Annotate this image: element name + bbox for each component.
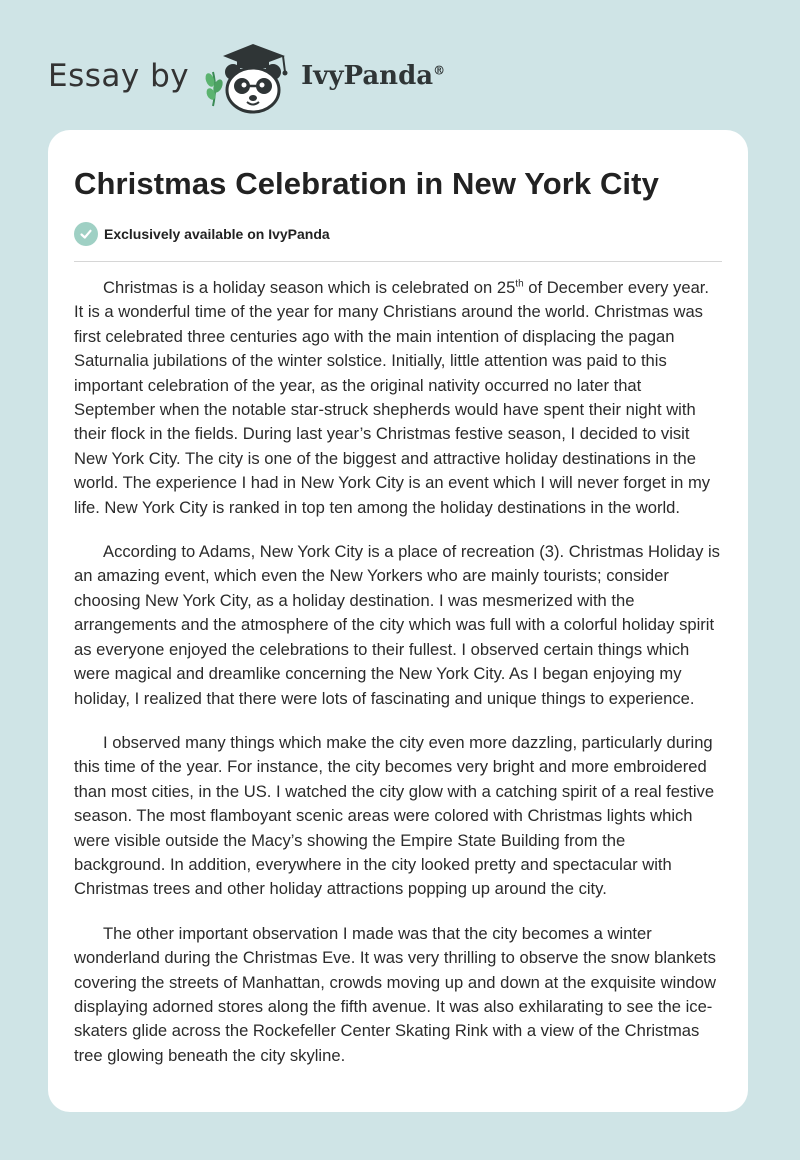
essay-body <box>74 276 720 1088</box>
panda-logo-icon[interactable] <box>203 36 295 116</box>
title-divider <box>74 261 722 262</box>
brand-text: IvyPanda <box>301 61 434 91</box>
exclusive-badge-label: Exclusively available on IvyPanda <box>104 226 330 242</box>
check-icon <box>74 222 98 246</box>
exclusive-badge <box>74 222 330 246</box>
paragraph-1-start: Christmas is a holiday season which is celebrated on 25 <box>103 278 516 297</box>
paragraph-1-rest: of December every year. It is a wonderful time of the year for many Christians around the world. Christmas was first celebrated three centuries ago with the main intention of displacing the pagan Saturnalia jubilations of the winter solstice. Initially, little attention was paid to this important celebration of the year, as the original nativity occurred no later that September when the notable star-struck shepherds would have spent their night with their flock in the fields. During last year’s Christmas festive season, I decided to visit New York City. The city is one of the biggest and attractive holiday destinations in the world. The experience I had in New York City is an event which I will never forget in my life. New York City is ranked in top ten among the holiday destinations in the world. <box>74 278 711 517</box>
essay-card <box>48 130 748 1112</box>
brand-name[interactable] <box>301 61 445 91</box>
ordinal-suffix: th <box>515 278 524 290</box>
paragraph-3: I observed many things which make the city even more dazzling, particularly during this time of the year. For instance, the city becomes very bright and more embroidered than most cities, in the US. I watched the city glow with a catching spirit of a real festive season. The most flamboyant scenic areas were colored with Christmas lights which were visible outside the Macy’s showing the Empire State Building from the background. In addition, everywhere in the city looked pretty and spectacular with Christmas trees and other holiday attractions popping up around the city. <box>74 732 715 899</box>
paragraph-1 <box>74 276 720 520</box>
essay-by-label: Essay by <box>48 58 190 94</box>
paragraph-2: According to Adams, New York City is a place of recreation (3). Christmas Holiday is an amazing event, which even the New Yorkers who are mainly tourists; consider choosing New York City, as a holiday destination. I was mesmerized with the arrangements and the atmosphere of the city which was full with a colorful holiday spirit as everyone enjoyed the celebrations to their fullest. I observed certain things which were magical and dreamlike concerning the New York City. As I began enjoying my holiday, I realized that there were lots of fascinating and unique things to experience. <box>74 542 720 708</box>
registered-mark: ® <box>433 63 446 78</box>
page-title: Christmas Celebration in New York City <box>74 166 659 201</box>
site-header <box>48 36 445 116</box>
paragraph-4: The other important observation I made was that the city becomes a winter wonderland during the Christmas Eve. It was very thrilling to observe the snow blankets covering the streets of Manhattan, crowds moving up and down at the exquisite window displaying adorned stores along the fifth avenue. It was also exhilarating to see the ice-skaters glide across the Rockefeller Center Skating Rink with a view of the Christmas tree glowing beneath the city skyline. <box>74 923 716 1065</box>
